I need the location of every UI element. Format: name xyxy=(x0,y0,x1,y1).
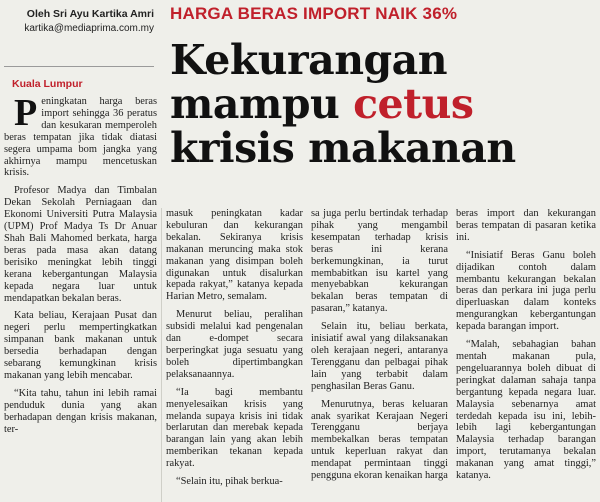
headline-line-3: krisis makanan xyxy=(170,124,516,172)
article-paragraph: beras import dan kekurangan beras tempatan di pasaran ketika ini. xyxy=(456,208,596,243)
article-paragraph: Peningkatan harga beras import sehingga 36 peratus dan kesukaran memperoleh beras tempatan jika tidak diatasi segera umpama bom jangka yang akhirnya mampu mencetuskan krisis. xyxy=(4,92,157,179)
article-paragraph: “Ia bagi membantu menyelesaikan krisis yang melanda supaya krisis ini tidak berlarutan dan merebak kepada barangan lain yang akan lebih memberikan tekanan kepada rakyat. xyxy=(166,386,303,470)
byline-divider xyxy=(4,66,154,67)
article-paragraph: “Kita tahu, tahun ini lebih ramai penduduk dunia yang akan berhadapan dengan krisis makanan, ter- xyxy=(4,387,157,435)
article-paragraph: sa juga perlu bertindak terhadap pihak yang mengambil kesempatan terhadap krisis beras ini kerana berkemungkinan, ia turut membabitkan isu kartel yang menyebabkan kekurangan bekalan beras tempatan di pasaran,” katanya. xyxy=(311,208,448,315)
byline-email: kartika@mediaprima.com.my xyxy=(24,23,154,34)
column-rule xyxy=(161,208,162,502)
article-paragraph: “Malah, sebahagian bahan mentah makanan pula, pengeluarannya boleh dibuat di peringkat dalaman sahaja tanpa bergantung kepada negara luar. Malaysia sebenarnya amat terdedah kepada isu ini, lebih-lebih lagi kebergantungan Malaysia terhadap barangan import, terutamanya bekalan makanan yang amat tinggi,” katanya. xyxy=(456,339,596,482)
location-tag: Kuala Lumpur xyxy=(12,78,83,90)
article-paragraph: “Inisiatif Beras Ganu boleh dijadikan contoh dalam membantu kekurangan bekalan beras dan perkara ini juga perlu diperluaskan dalam konteks mengurangkan kebergantungan kepada barangan import. xyxy=(456,249,596,333)
headline-word-mampu: mampu xyxy=(170,80,340,128)
headline-word-cetus: cetus xyxy=(353,80,474,128)
article-paragraph: Profesor Madya dan Timbalan Dekan Sekolah Perniagaan dan Ekonomi Universiti Putra Malaysia (UPM) Prof Madya Ts Dr Anuar Shah Bali Mahomed berkata, harga beras pada masa akan datang berisiko meningkat lebih tinggi kerana kebergantungan Malaysia kepada negara luar untuk mendapatkan bekalan beras. xyxy=(4,185,157,304)
article-column-1 xyxy=(4,92,157,435)
headline-line-2 xyxy=(170,82,600,126)
byline-author: Oleh Sri Ayu Kartika Amri xyxy=(26,8,154,20)
kicker: HARGA BERAS IMPORT NAIK 36% xyxy=(170,4,458,23)
article-column-2 xyxy=(166,208,303,488)
headline-line-1: Kekurangan xyxy=(170,36,448,84)
article-paragraph: Menurutnya, beras keluaran anak syarikat Kerajaan Negeri Terengganu berjaya membekalkan beras tempatan untuk keperluan rakyat dan mendapat permintaan tinggi pengguna ekoran kenaikan harga xyxy=(311,398,448,482)
headline xyxy=(170,38,600,170)
article-column-4 xyxy=(456,208,596,482)
byline xyxy=(4,8,154,35)
article-paragraph: Selain itu, beliau berkata, inisiatif awal yang dilaksanakan oleh kerajaan negeri, antaranya Terengganu dan pelbagai pihak lain yang terbabit dalam penghasilan Beras Ganu. xyxy=(311,321,448,392)
article-paragraph: Kata beliau, Kerajaan Pusat dan negeri perlu mempertingkatkan simpanan bank makanan untuk bersedia berhadapan dengan sebarang kemungkinan krisis makanan yang lebih mencabar. xyxy=(4,310,157,381)
drop-cap: P xyxy=(14,92,38,134)
article-column-3 xyxy=(311,208,448,482)
article-paragraph: “Selain itu, pihak berkua- xyxy=(176,476,283,488)
article-paragraph: masuk peningkatan kadar kebuluran dan kekurangan bekalan. Sekiranya krisis makanan meruncing maka stok makanan yang disimpan boleh digunakan untuk disalurkan kepada rakyat,” katanya kepada Harian Metro, semalam. xyxy=(166,208,303,303)
article-paragraph: Menurut beliau, peralihan subsidi melalui kad pengenalan dan e-dompet secara berperingkat juga sesuatu yang boleh dipertimbangkan pelaksanaannya. xyxy=(166,309,303,380)
